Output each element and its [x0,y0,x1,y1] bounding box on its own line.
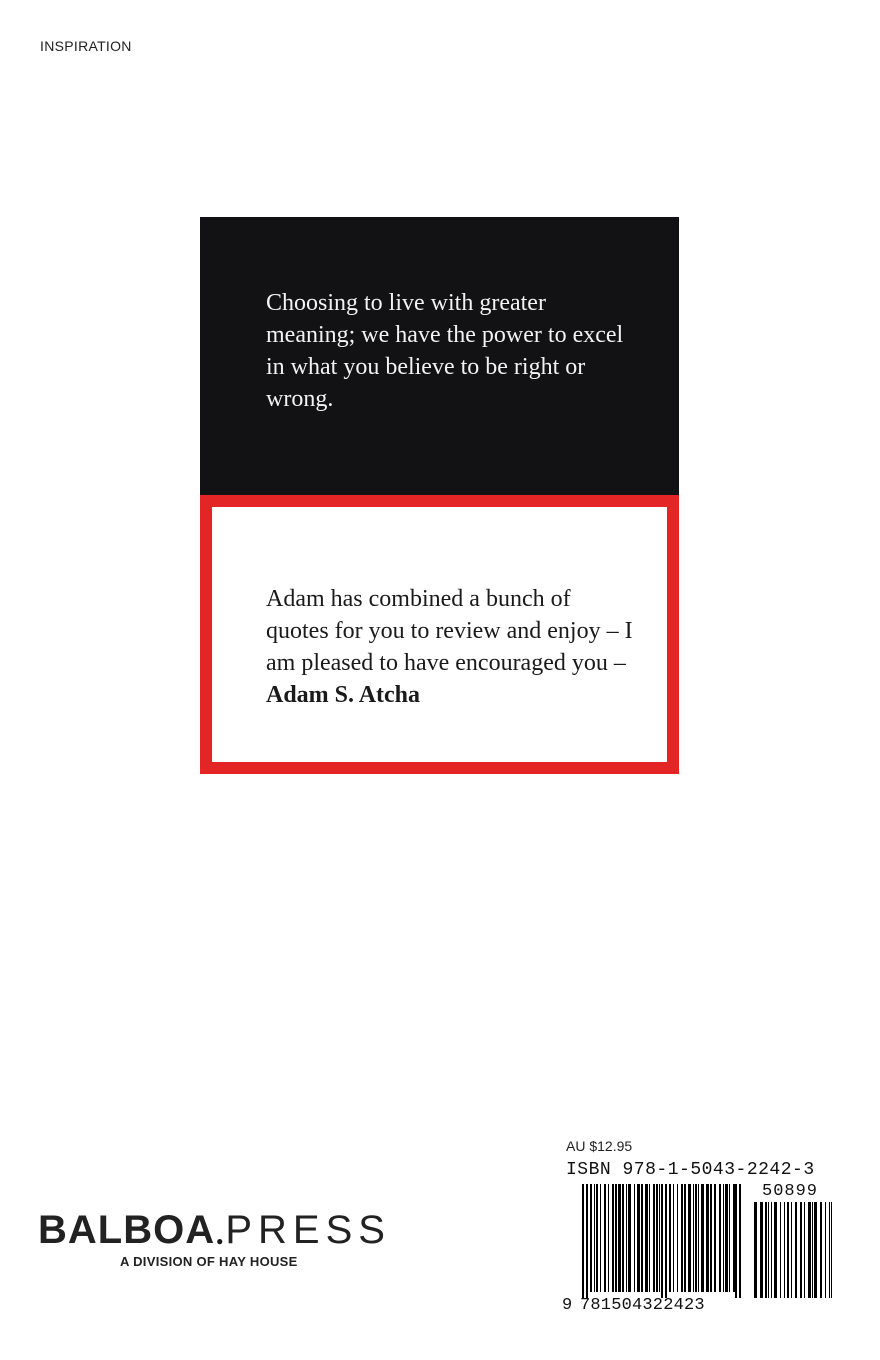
barcode-bar [641,1184,643,1292]
barcode-bar [754,1202,757,1298]
barcode-bar [653,1184,655,1292]
barcode-bar [780,1202,781,1298]
isbn-label: ISBN 978-1-5043-2242-3 [566,1160,815,1180]
barcode-bar [622,1184,624,1292]
barcode-bar [768,1202,769,1298]
barcode-bar [628,1184,631,1292]
barcode-bar [634,1184,635,1292]
price-label: AU $12.95 [566,1138,633,1154]
barcode-bar [582,1184,584,1298]
barcode-bar [791,1202,792,1298]
barcode-bar [774,1202,777,1298]
barcode-bar [681,1184,683,1292]
barcode-bar [784,1202,785,1298]
barcode-bar [649,1184,650,1292]
barcode-bar [604,1184,606,1292]
quote-box [200,217,679,495]
barcode-bar [831,1202,832,1298]
barcode-bar [771,1202,772,1298]
barcode-bar [812,1202,813,1298]
ean-rest-digits: 781504322423 [580,1296,705,1315]
barcode-bar [760,1202,763,1298]
barcode-bar [706,1184,709,1292]
barcode-ean-digits [562,1296,705,1315]
barcode-bar [659,1184,660,1292]
barcode-bar [693,1184,694,1292]
barcode-bar [596,1184,598,1292]
barcode-bar [661,1184,663,1298]
barcode-bar [825,1202,826,1298]
publisher-logo [38,1208,398,1269]
barcode-bar [739,1184,741,1298]
barcode-bar [800,1202,802,1298]
barcode-bar [723,1184,724,1292]
barcode-bar [688,1184,691,1292]
barcode-bar [698,1184,699,1292]
barcode-bar [719,1184,721,1292]
barcode-bar [795,1202,797,1298]
barcode-bar [787,1202,789,1298]
ean-first-digit: 9 [562,1296,573,1315]
barcode-bar [729,1184,730,1292]
barcode-bar [808,1202,811,1298]
barcode-bar [714,1184,716,1292]
barcode-bar [669,1184,671,1292]
barcode-bar [829,1202,830,1298]
blurb-text: Adam has combined a bunch of quotes for you to review and enjoy – I am pleased to have encouraged you – [266,586,633,676]
barcode-bar [765,1202,767,1298]
barcode-bar [615,1184,617,1292]
barcode-bar [677,1184,678,1292]
barcode-bar [618,1184,621,1292]
publisher-tagline: A DIVISION OF HAY HOUSE [120,1254,298,1269]
barcode-bar [684,1184,686,1292]
publisher-name-bold: BALBOA [38,1208,216,1252]
barcode-bar [608,1184,609,1292]
barcode-bar [804,1202,805,1298]
barcode-bar [590,1184,592,1292]
barcode-bar [701,1184,704,1292]
publisher-name-regular: PRESS [225,1208,391,1252]
barcode-bar [637,1184,640,1292]
quote-text: Choosing to live with greater meaning; we have the power to excel in what you believe to be right or wrong. [266,290,624,412]
barcode [560,1178,840,1318]
registered-mark-icon: ● [216,1234,225,1248]
blurb-author: Adam S. Atcha [266,682,421,708]
barcode-bar [710,1184,712,1292]
barcode-bar [735,1184,737,1298]
barcode-bar [820,1202,822,1298]
barcode-bar [673,1184,674,1292]
barcode-bar [695,1184,697,1292]
barcode-bar [586,1184,588,1298]
barcode-bar [665,1184,667,1298]
barcode-bar [814,1202,817,1298]
barcode-bar [612,1184,614,1292]
barcode-bar [656,1184,658,1292]
barcode-bar [725,1184,728,1292]
barcode-bar [645,1184,648,1292]
blurb-box [200,495,679,774]
barcode-bar [594,1184,595,1292]
barcode-addon-digits: 50899 [762,1182,819,1201]
blurb-paragraph [266,583,636,711]
barcode-bar [626,1184,627,1292]
category-label: INSPIRATION [40,38,132,54]
barcode-bar [600,1184,601,1292]
